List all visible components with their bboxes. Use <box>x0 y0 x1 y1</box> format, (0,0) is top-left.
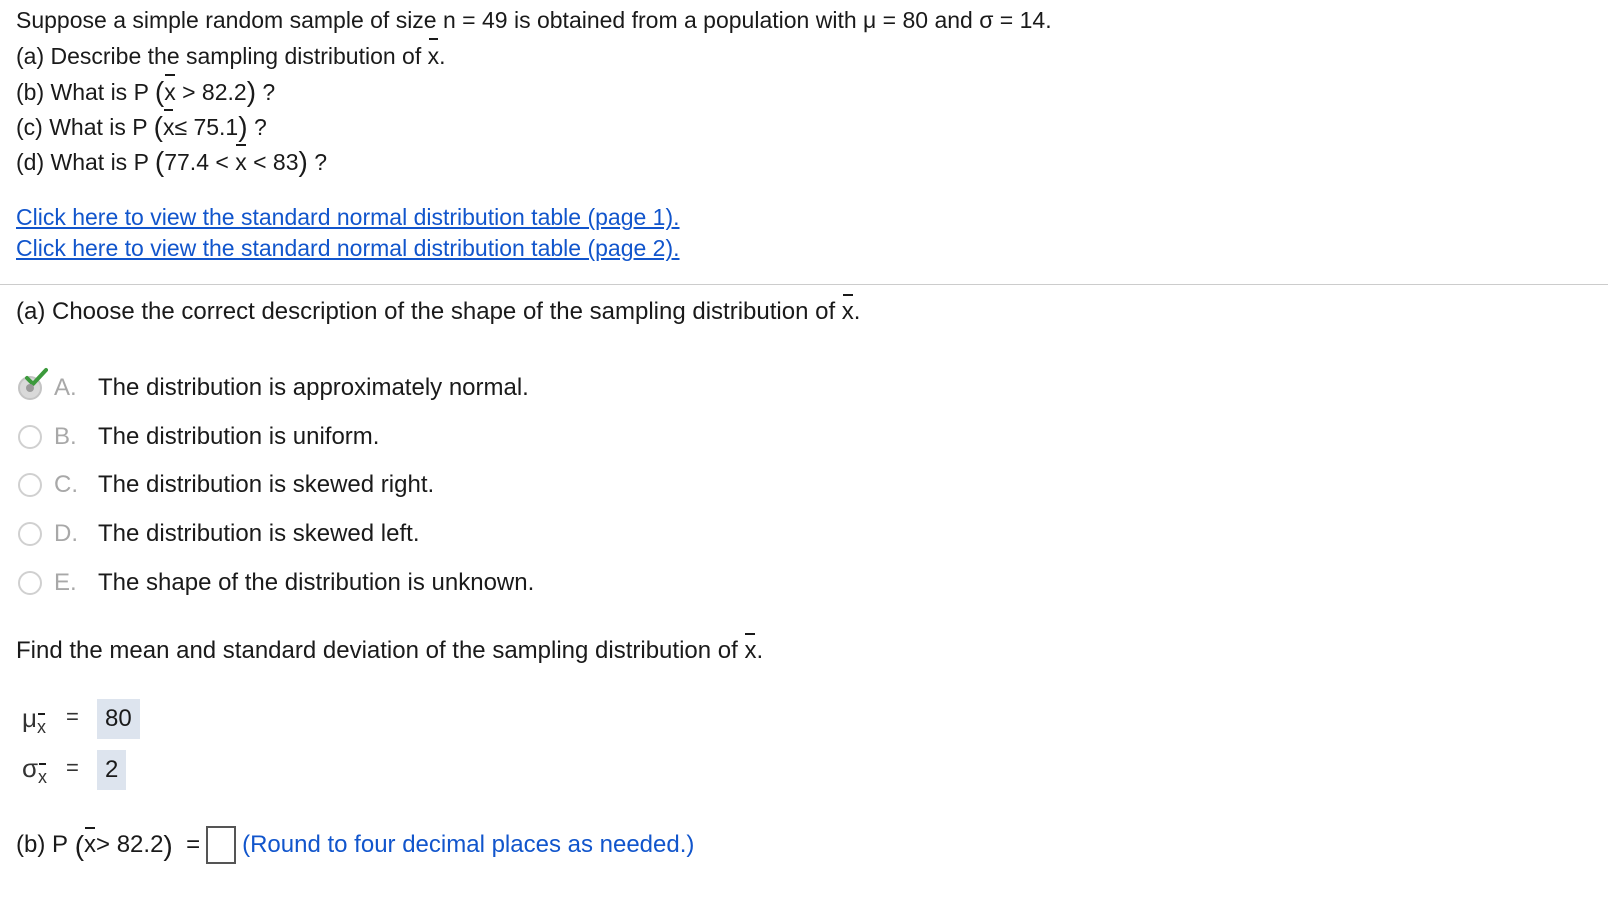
option-e-letter: E. <box>54 569 77 596</box>
checkmark-icon <box>24 366 48 390</box>
option-a[interactable] <box>18 368 529 408</box>
option-b-letter: B. <box>54 423 77 450</box>
option-b[interactable] <box>18 417 379 457</box>
section-a-prompt: (a) Choose the correct description of the shape of the sampling distribution of x. <box>16 298 861 325</box>
mu-xbar-symbol: μx <box>22 703 46 737</box>
problem-part-b: (b) What is P (x > 82.2) ? <box>16 76 276 107</box>
section-divider <box>0 284 1608 285</box>
problem-part-a: (a) Describe the sampling distribution of x. <box>16 43 446 69</box>
radio-option-b[interactable] <box>18 425 42 449</box>
radio-option-d[interactable] <box>18 522 42 546</box>
part-b-answer-row: (b) P ( x > 82.2 ) = (Round to four decimal places as needed.) <box>16 826 694 864</box>
radio-option-e[interactable] <box>18 571 42 595</box>
sigma-xbar-answer: 2 <box>97 750 126 790</box>
mean-sd-prompt: Find the mean and standard deviation of the sampling distribution of x. <box>16 637 764 664</box>
normal-table-link-page-2[interactable]: Click here to view the standard normal distribution table (page 2). <box>16 235 680 261</box>
sigma-xbar-symbol: σx <box>22 753 48 787</box>
option-c-letter: C. <box>54 471 78 498</box>
sigma-equals: = <box>66 755 79 780</box>
option-e[interactable] <box>18 563 534 603</box>
mu-equals: = <box>66 704 79 729</box>
problem-part-d: (d) What is P (77.4 < x < 83) ? <box>16 146 328 177</box>
rounding-note: (Round to four decimal places as needed.) <box>242 831 695 858</box>
option-a-text: The distribution is approximately normal. <box>98 374 529 401</box>
option-d-text: The distribution is skewed left. <box>98 520 420 547</box>
part-b-answer-input[interactable] <box>206 826 236 864</box>
option-d-letter: D. <box>54 520 78 547</box>
radio-option-a[interactable] <box>18 376 42 400</box>
option-a-letter: A. <box>54 374 77 401</box>
option-c[interactable] <box>18 465 434 505</box>
radio-option-c[interactable] <box>18 473 42 497</box>
option-b-text: The distribution is uniform. <box>98 423 380 450</box>
normal-table-link-page-1[interactable]: Click here to view the standard normal distribution table (page 1). <box>16 204 680 230</box>
mu-xbar-answer: 80 <box>97 699 140 739</box>
problem-line-1: Suppose a simple random sample of size n = 49 is obtained from a population with μ = 80 and σ = 14. <box>16 7 1052 33</box>
option-e-text: The shape of the distribution is unknown. <box>98 569 535 596</box>
problem-part-c: (c) What is P (x≤ 75.1) ? <box>16 111 267 142</box>
option-d[interactable] <box>18 514 419 554</box>
option-c-text: The distribution is skewed right. <box>98 471 435 498</box>
